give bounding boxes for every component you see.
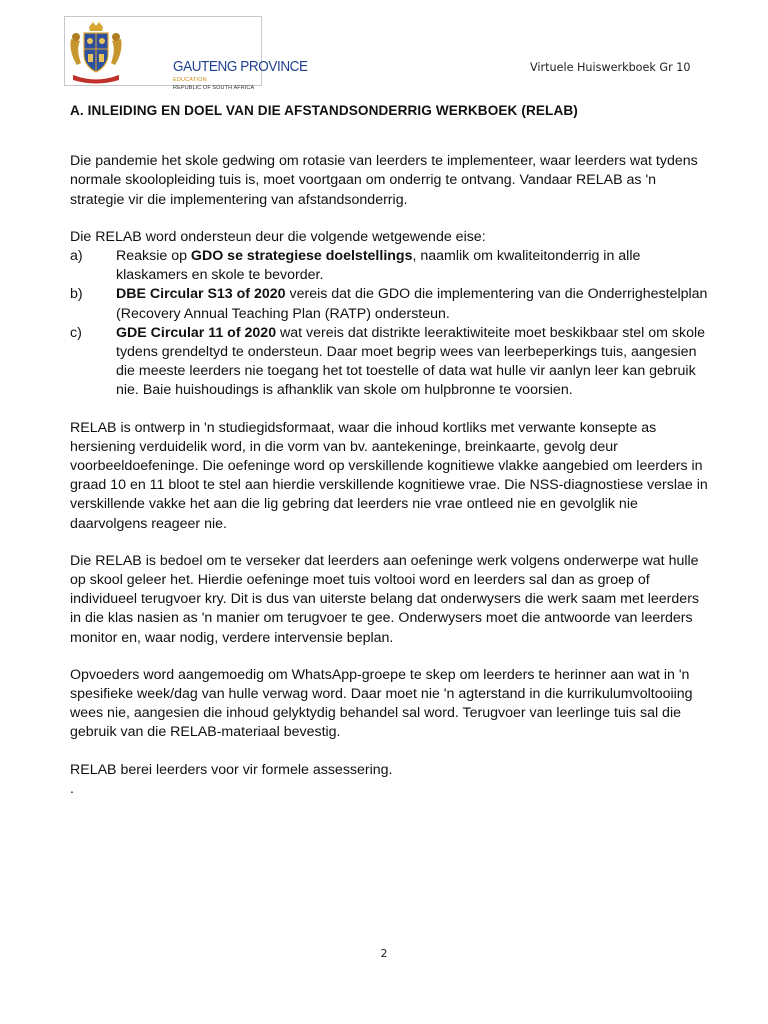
list-item-text: Reaksie op GDO se strategiese doelstellings, naamlik om kwaliteitonderrig in alle klaskamers en skole te bevorder. <box>116 248 641 284</box>
paragraph-intro: Die pandemie het skole gedwing om rotasie van leerders te implementeer, waar leerders wat tydens normale skoolopleiding tuis is, moet voortgaan om onderrig te ontvang. Vandaar RELAB as 'n strategie vir die implementering van afstandsonderrig. <box>70 153 698 208</box>
stray-period: . <box>70 780 74 797</box>
paragraph-whatsapp: Opvoeders word aangemoedig om WhatsApp-groepe te skep om leerders te herinner aan wat in 'n spesifieke week/dag van hulle verwag word. Daar moet nie 'n agterstand in die kurrikulumvoltooiing wees nie, aangesien die inhoud gelyktydig behandel sal word. Terugvoer van leerlinge tuis sal die gebruik van die RELAB-materiaal bevestig. <box>70 666 693 741</box>
coat-of-arms-icon <box>67 19 125 85</box>
running-header: Virtuele Huiswerkboek Gr 10 <box>530 61 691 74</box>
brand-name: GAUTENG PROVINCE <box>173 58 308 75</box>
gauteng-logo <box>64 16 308 91</box>
list-item-text: DBE Circular S13 of 2020 vereis dat die GDO die implementering van die Onderrighestelplan (Recovery Annual Teaching Plan (RATP) ondersteun. <box>116 286 708 322</box>
list-marker: a) <box>70 248 83 265</box>
brand-country: REPUBLIC OF SOUTH AFRICA <box>173 85 255 91</box>
list-item <box>70 324 710 401</box>
paragraph-format: RELAB is ontwerp in 'n studiegidsformaat, waar die inhoud kortliks met verwante konsepte as hersiening verduidelik word, in die vorm van bv. aantekeninge, breinkaarte, gevolg deur voorbeeldoefeninge. Die oefeninge word op verskillende kognitiewe vlakke aangebied om leerders in graad 10 en 11 bloot te stel aan hierdie verskillende kognitiewe vrae. Die NSS-diagnostiese verslae in verskillende vakke het aan die lig gebring dat leerders nie vrae ontleed nie en gevolglik nie daarvolgens reageer nie. <box>70 419 708 532</box>
paragraph-assessment: RELAB berei leerders voor vir formele assessering. <box>70 761 393 778</box>
list-item <box>70 285 710 323</box>
list-item <box>70 247 710 285</box>
section-title: A. INLEIDING EN DOEL VAN DIE AFSTANDSONDERRIG WERKBOEK (RELAB) <box>70 103 578 118</box>
list-item-text: GDE Circular 11 of 2020 wat vereis dat distrikte leeraktiwiteite moet beskikbaar stel om skole tydens grendeltyd te ondersteun. Daar moet begrip wees van leerbeperkings tuis, aangesien die meeste leerders nie toegang het tot toestelle of data wat hulle vir aanlyn leer kan gebruik nie. Baie huishoudings is afhanklik van skole om hulpbronne te voorsien. <box>116 324 706 399</box>
page-number: 2 <box>380 947 388 960</box>
list-marker: b) <box>70 286 83 303</box>
list-marker: c) <box>70 324 82 341</box>
document-body <box>70 101 710 796</box>
requirements-list <box>70 247 710 401</box>
paragraph-purpose: Die RELAB is bedoel om te verseker dat leerders aan oefeninge werk volgens onderwerpe wat hulle op skool geleer het. Hierdie oefeninge moet tuis voltooi word en leerders sal dan as groep of individueel terugvoer kry. Dit is dus van uiterste belang dat onderwysers die werk saam met leerders in die klas nasien as 'n manier om terugvoer te gee. Onderwysers moet die antwoorde van leerders monitor en, waar nodig, verdere intervensie beplan. <box>70 552 700 646</box>
requirements-intro: Die RELAB word ondersteun deur die volgende wetgewende eise: <box>70 228 486 245</box>
brand-department: EDUCATION <box>173 77 207 83</box>
